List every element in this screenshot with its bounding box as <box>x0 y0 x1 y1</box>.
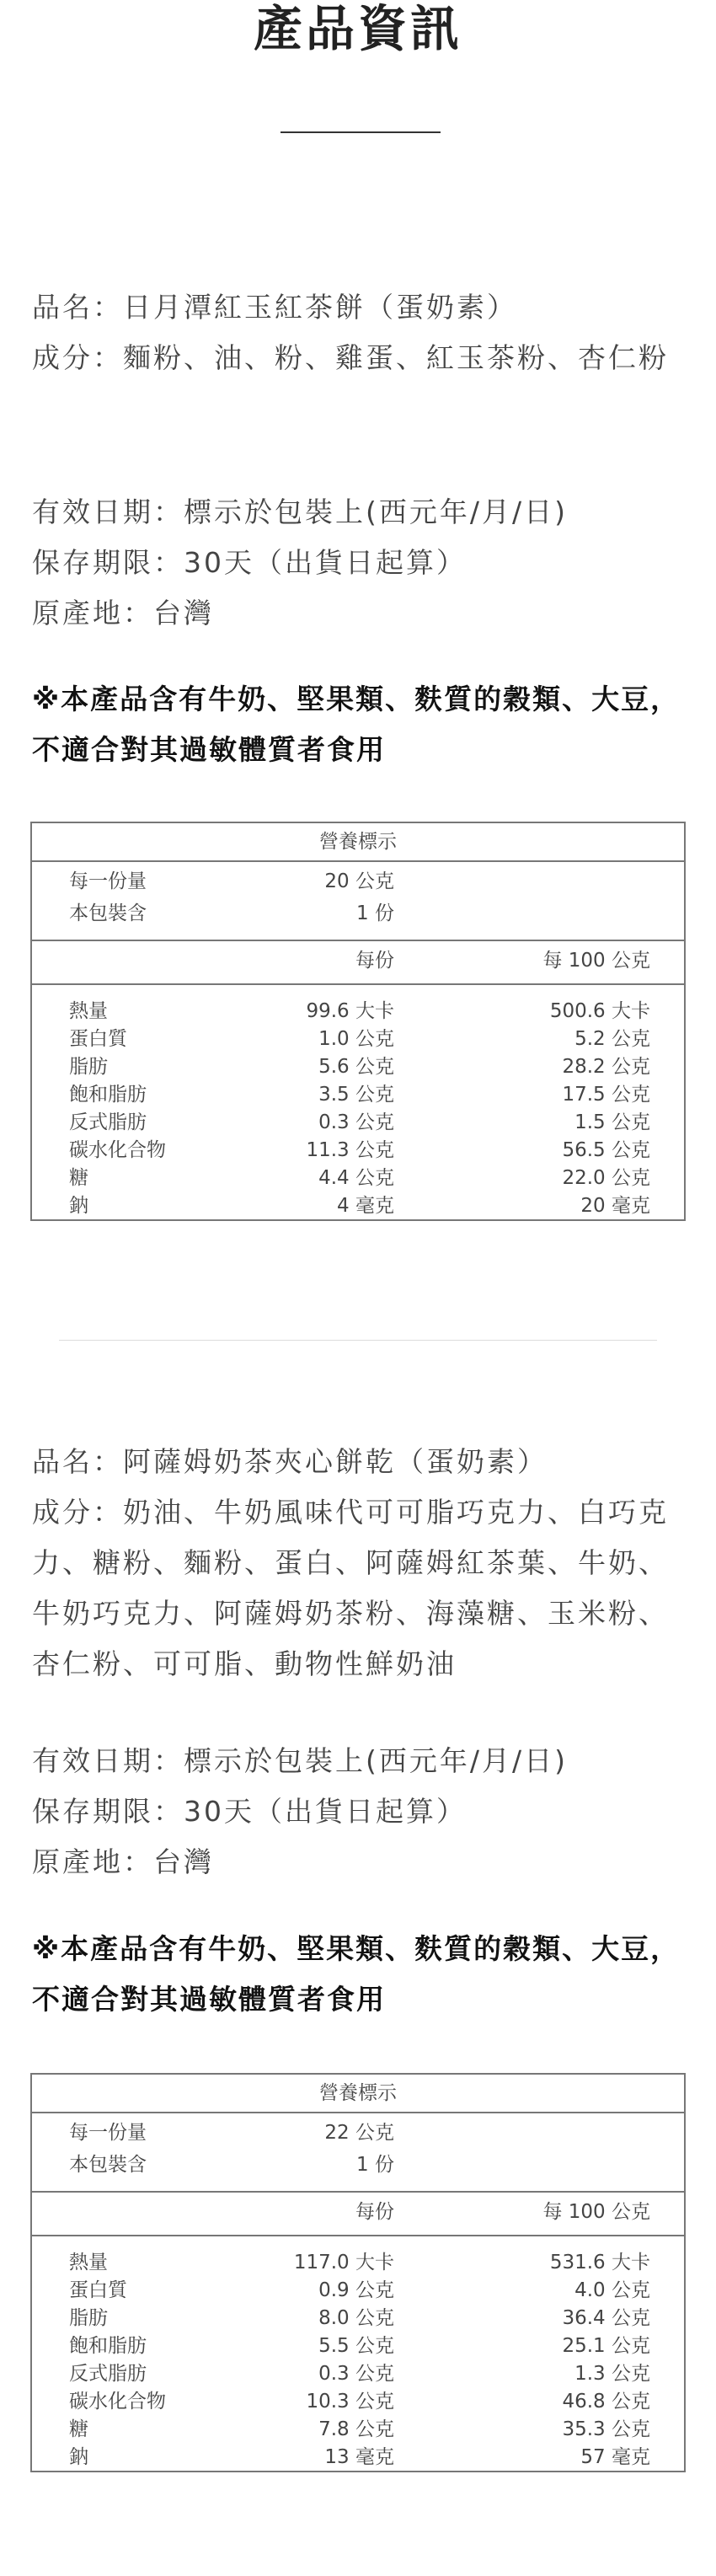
nutrition-row <box>32 997 684 1026</box>
nutrition-row <box>32 1108 684 1137</box>
nutrient-per-serving: 5.5 公克 <box>318 2335 394 2357</box>
product-name: 品名：日月潭紅玉紅茶餅（蛋奶素） <box>32 291 517 324</box>
nutrient-label: 鈉 <box>69 2446 88 2468</box>
nutrition-row <box>32 1136 684 1165</box>
nutrition-rows <box>32 985 684 1219</box>
nutrient-per-serving: 4.4 公克 <box>318 1167 394 1189</box>
nutrient-label: 蛋白質 <box>69 2279 127 2301</box>
nutrient-label: 反式脂肪 <box>69 1111 147 1133</box>
nutrition-row <box>32 2387 684 2416</box>
section-divider <box>59 1340 657 1341</box>
nutrient-per-100g: 57 毫克 <box>580 2446 650 2468</box>
serving-size-label: 每一份量 <box>69 2122 147 2144</box>
product-ingredients: 成分：麵粉、油、粉、雞蛋、紅玉茶粉、杏仁粉 <box>32 341 669 374</box>
servings-per-pack-label: 本包裝含 <box>69 902 147 924</box>
col-per-100g: 每 100 公克 <box>542 950 650 972</box>
nutrient-per-100g: 1.5 公克 <box>574 1111 650 1133</box>
col-per-100g: 每 100 公克 <box>542 2201 650 2223</box>
nutrient-per-serving: 0.3 公克 <box>318 1111 394 1133</box>
serving-info <box>32 862 684 941</box>
nutrition-title: 營養標示 <box>32 2075 684 2113</box>
nutrient-per-100g: 17.5 公克 <box>562 1084 650 1106</box>
servings-per-pack-value: 1 份 <box>356 2154 394 2176</box>
nutrition-row <box>32 1080 684 1109</box>
nutrient-per-100g: 20 毫克 <box>580 1195 650 1217</box>
nutrient-per-100g: 22.0 公克 <box>562 1167 650 1189</box>
nutrition-rows <box>32 2236 684 2471</box>
nutrient-per-100g: 25.1 公克 <box>562 2335 650 2357</box>
nutrition-row <box>32 2415 684 2444</box>
nutrition-row <box>32 2332 684 2360</box>
nutrient-label: 反式脂肪 <box>69 2363 147 2385</box>
title-underline <box>281 131 441 133</box>
nutrient-per-serving: 4 毫克 <box>337 1195 394 1217</box>
nutrition-row <box>32 1052 684 1081</box>
origin: 原產地：台灣 <box>32 1845 214 1878</box>
nutrient-label: 熱量 <box>69 1000 108 1022</box>
nutrition-table <box>30 2073 686 2472</box>
nutrition-column-headers <box>32 2193 684 2236</box>
nutrient-per-serving: 11.3 公克 <box>306 1139 394 1161</box>
col-per-serving: 每份 <box>355 950 394 972</box>
allergen-warning: ※本產品含有牛奶、堅果類、麩質的穀類、大豆，不適合對其過敏體質者食用 <box>32 683 681 766</box>
nutrient-label: 糖 <box>69 2418 88 2440</box>
servings-per-pack-value: 1 份 <box>356 902 394 924</box>
nutrient-label: 脂肪 <box>69 2307 108 2329</box>
nutrient-per-serving: 5.6 公克 <box>318 1056 394 1078</box>
nutrient-per-100g: 531.6 大卡 <box>549 2252 650 2273</box>
nutrient-per-serving: 13 毫克 <box>324 2446 394 2468</box>
nutrient-per-serving: 10.3 公克 <box>306 2391 394 2413</box>
nutrient-per-serving: 99.6 大卡 <box>306 1000 394 1022</box>
nutrient-per-serving: 8.0 公克 <box>318 2307 394 2329</box>
expiry-date: 有效日期：標示於包裝上(西元年/月/日) <box>32 495 568 528</box>
shelf-life: 保存期限：30天（出貨日起算） <box>32 546 467 579</box>
servings-per-pack-label: 本包裝含 <box>69 2154 147 2176</box>
nutrient-per-100g: 5.2 公克 <box>574 1028 650 1050</box>
product-name: 品名：阿薩姆奶茶夾心餅乾（蛋奶素） <box>32 1445 548 1478</box>
serving-size-value: 22 公克 <box>324 2122 394 2144</box>
nutrient-per-serving: 0.9 公克 <box>318 2279 394 2301</box>
nutrition-row <box>32 2276 684 2305</box>
nutrient-per-100g: 35.3 公克 <box>562 2418 650 2440</box>
nutrient-label: 鈉 <box>69 1195 88 1217</box>
nutrition-table <box>30 822 686 1221</box>
nutrient-per-serving: 1.0 公克 <box>318 1028 394 1050</box>
nutrient-per-100g: 4.0 公克 <box>574 2279 650 2301</box>
allergen-warning: ※本產品含有牛奶、堅果類、麩質的穀類、大豆，不適合對其過敏體質者食用 <box>32 1932 681 2016</box>
nutrient-per-serving: 3.5 公克 <box>318 1084 394 1106</box>
nutrient-label: 熱量 <box>69 2252 108 2273</box>
nutrition-title: 營養標示 <box>32 823 684 862</box>
product-ingredients: 成分：奶油、牛奶風味代可可脂巧克力、白巧克力、糖粉、麵粉、蛋白、阿薩姆紅茶葉、牛奶、牛奶巧克力、阿薩姆奶茶粉、海藻糖、玉米粉、杏仁粉、可可脂、動物性鮮奶油 <box>32 1496 669 1680</box>
nutrient-label: 飽和脂肪 <box>69 1084 147 1106</box>
nutrition-row <box>32 1025 684 1053</box>
origin: 原產地：台灣 <box>32 597 214 629</box>
serving-size-value: 20 公克 <box>324 870 394 892</box>
nutrient-label: 脂肪 <box>69 1056 108 1078</box>
expiry-date: 有效日期：標示於包裝上(西元年/月/日) <box>32 1744 568 1777</box>
nutrient-per-100g: 500.6 大卡 <box>549 1000 650 1022</box>
nutrient-label: 碳水化合物 <box>69 1139 166 1161</box>
nutrient-per-100g: 1.3 公克 <box>574 2363 650 2385</box>
nutrition-row <box>32 2443 684 2472</box>
nutrition-row <box>32 1164 684 1192</box>
nutrition-column-headers <box>32 941 684 985</box>
page-title: 產品資訊 <box>253 0 462 57</box>
nutrient-per-100g: 28.2 公克 <box>562 1056 650 1078</box>
nutrition-row <box>32 2304 684 2332</box>
nutrient-per-serving: 7.8 公克 <box>318 2418 394 2440</box>
shelf-life: 保存期限：30天（出貨日起算） <box>32 1795 467 1828</box>
serving-size-label: 每一份量 <box>69 870 147 892</box>
nutrient-label: 飽和脂肪 <box>69 2335 147 2357</box>
nutrient-label: 碳水化合物 <box>69 2391 166 2413</box>
nutrient-per-100g: 46.8 公克 <box>562 2391 650 2413</box>
nutrient-per-100g: 36.4 公克 <box>562 2307 650 2329</box>
nutrition-row <box>32 2359 684 2388</box>
nutrition-row <box>32 1192 684 1220</box>
serving-info <box>32 2113 684 2193</box>
nutrient-per-100g: 56.5 公克 <box>562 1139 650 1161</box>
col-per-serving: 每份 <box>355 2201 394 2223</box>
nutrient-per-serving: 117.0 大卡 <box>293 2252 394 2273</box>
nutrient-label: 蛋白質 <box>69 1028 127 1050</box>
nutrient-label: 糖 <box>69 1167 88 1189</box>
nutrition-row <box>32 2248 684 2277</box>
nutrient-per-serving: 0.3 公克 <box>318 2363 394 2385</box>
